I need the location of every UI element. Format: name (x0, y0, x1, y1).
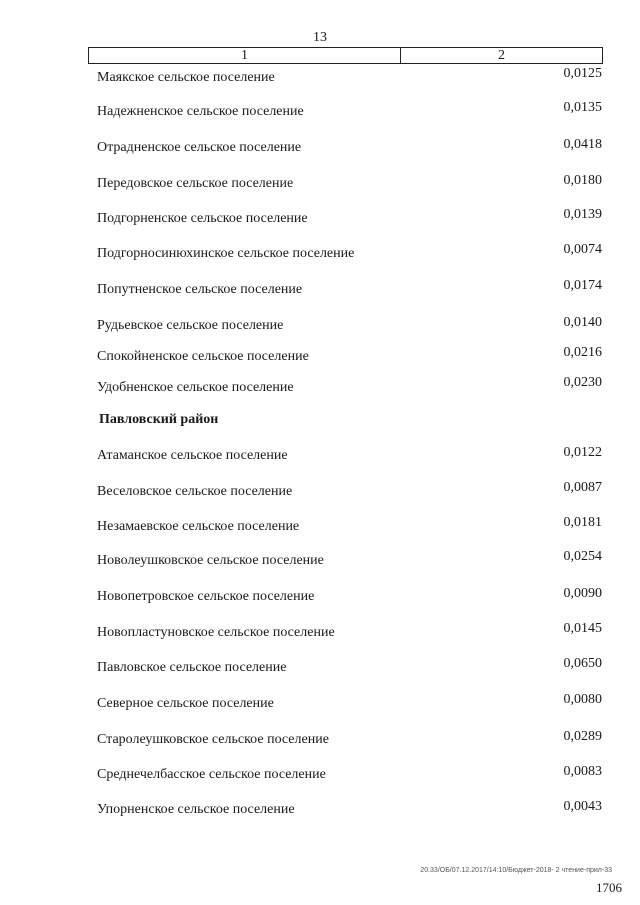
settlement-value: 0,0090 (563, 586, 602, 601)
settlement-name: Новопетровское сельское поселение (97, 589, 315, 604)
settlement-value: 0,0650 (563, 656, 602, 671)
settlement-value: 0,0181 (563, 515, 602, 530)
settlement-name: Подгорненское сельское поселение (97, 211, 308, 226)
settlement-value: 0,0174 (563, 278, 602, 293)
settlement-value: 0,0083 (563, 764, 602, 779)
footer-file-path: 20.33/ОБ/07.12.2017/14:10/Бюджет-2018- 2 чтение-прил-33 (420, 867, 612, 874)
settlement-name: Среднечелбасское сельское поселение (97, 767, 326, 782)
settlement-name: Новолеушковское сельское поселение (97, 553, 324, 568)
settlement-name: Новопластуновское сельское поселение (97, 625, 335, 640)
sheet-number: 1706 (596, 880, 622, 895)
settlement-value: 0,0180 (563, 173, 602, 188)
settlement-name: Северное сельское поселение (97, 696, 274, 711)
settlement-name: Упорненское сельское поселение (97, 802, 295, 817)
settlement-name: Рудьевское сельское поселение (97, 318, 284, 333)
settlement-value: 0,0139 (563, 207, 602, 222)
section-heading: Павловский район (99, 412, 219, 427)
table-header (88, 47, 603, 64)
settlement-name: Старолеушковское сельское поселение (97, 732, 329, 747)
settlement-name: Маякское сельское поселение (97, 70, 275, 85)
settlement-value: 0,0087 (563, 480, 602, 495)
settlement-name: Павловское сельское поселение (97, 660, 287, 675)
settlement-name: Незамаевское сельское поселение (97, 519, 300, 534)
settlement-name: Удобненское сельское поселение (97, 380, 294, 395)
settlement-name: Передовское сельское поселение (97, 176, 294, 191)
settlement-name: Попутненское сельское поселение (97, 282, 303, 297)
settlement-value: 0,0080 (563, 692, 602, 707)
settlement-value: 0,0125 (563, 66, 602, 81)
settlement-value: 0,0043 (563, 799, 602, 814)
column-header-2: 2 (498, 48, 505, 63)
settlement-value: 0,0216 (563, 345, 602, 360)
settlement-value: 0,0254 (563, 549, 602, 564)
settlement-value: 0,0230 (563, 375, 602, 390)
page-number: 13 (313, 30, 327, 45)
settlement-value: 0,0140 (563, 315, 602, 330)
settlement-name: Спокойненское сельское поселение (97, 349, 309, 364)
settlement-name: Веселовское сельское поселение (97, 484, 293, 499)
settlement-value: 0,0145 (563, 621, 602, 636)
settlement-name: Атаманское сельское поселение (97, 448, 288, 463)
settlement-value: 0,0122 (563, 445, 602, 460)
settlement-value: 0,0135 (563, 100, 602, 115)
settlement-name: Отрадненское сельское поселение (97, 140, 302, 155)
settlement-value: 0,0418 (563, 137, 602, 152)
settlement-value: 0,0289 (563, 729, 602, 744)
settlement-name: Надежненское сельское поселение (97, 104, 304, 119)
settlement-value: 0,0074 (563, 242, 602, 257)
settlement-name: Подгорносинюхинское сельское поселение (97, 246, 355, 261)
column-header-1: 1 (89, 48, 401, 63)
